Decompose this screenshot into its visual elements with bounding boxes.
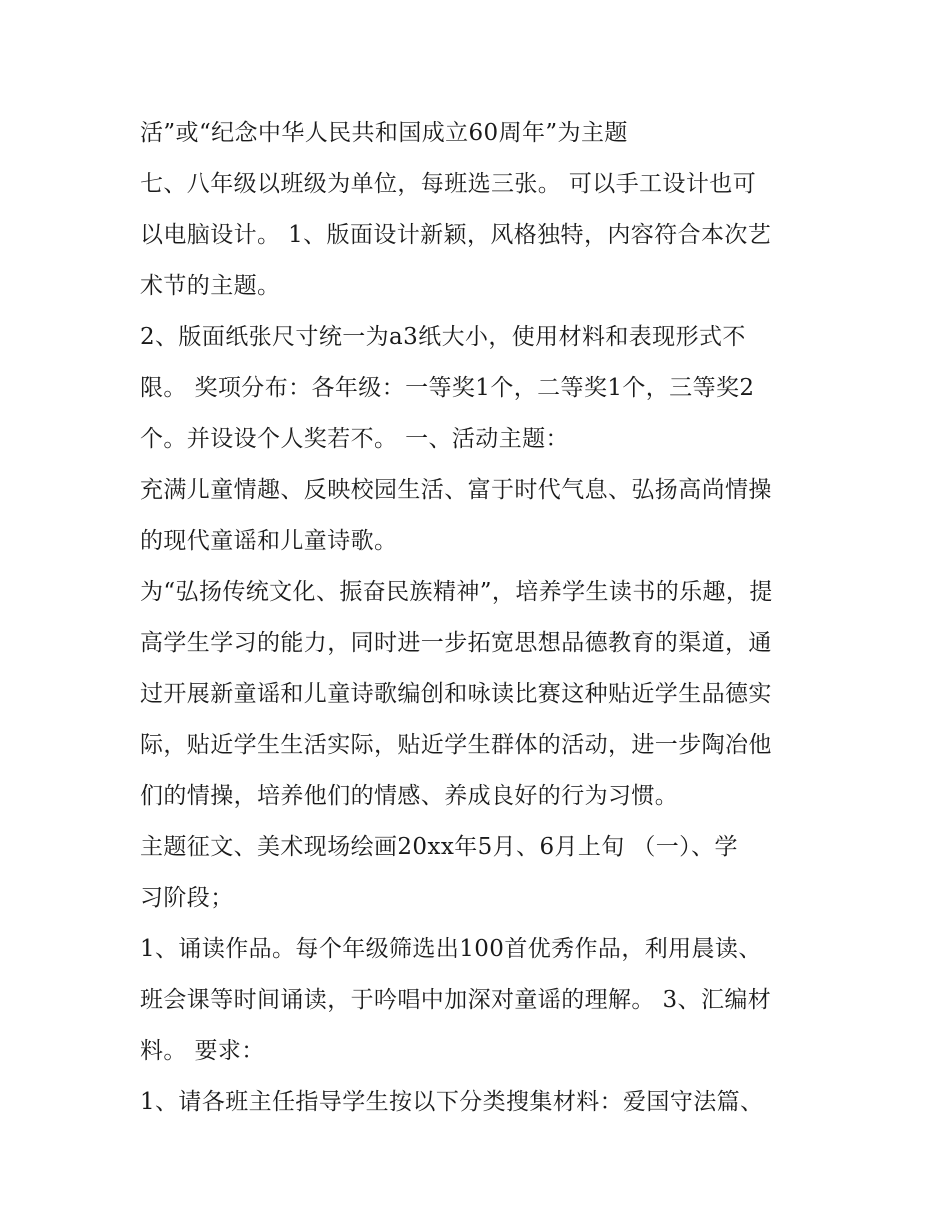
text-line-19: 料。 要求：: [140, 1038, 265, 1064]
text-line-4: 术节的主题。: [140, 273, 281, 299]
text-line-5: 2、版面纸张尺寸统一为a3纸大小，使用材料和表现形式不: [140, 324, 746, 350]
text-line-16: 习阶段；: [140, 885, 234, 911]
text-line-9: 的现代童谣和儿童诗歌。: [140, 528, 398, 554]
document-body: [140, 108, 820, 1128]
text-line-1: 活”或“纪念中华人民共和国成立60周年”为主题: [140, 120, 628, 146]
text-line-12: 过开展新童谣和儿童诗歌编创和咏读比赛这种贴近学生品德实: [140, 681, 772, 707]
text-line-13: 际，贴近学生生活实际，贴近学生群体的活动，进一步陶冶他: [140, 732, 772, 758]
text-line-14: 们的情操，培养他们的情感、养成良好的行为习惯。: [140, 783, 679, 809]
text-line-2: 七、八年级以班级为单位，每班选三张。 可以手工设计也可: [140, 171, 757, 197]
text-line-18: 班会课等时间诵读，于吟唱中加深对童谣的理解。 3、汇编材: [140, 987, 772, 1013]
text-line-6: 限。 奖项分布：各年级：一等奖1个，二等奖1个，三等奖2: [140, 375, 755, 401]
text-line-20: 1、请各班主任指导学生按以下分类搜集材料：爱国守法篇、: [140, 1089, 764, 1115]
text-line-11: 高学生学习的能力，同时进一步拓宽思想品德教育的渠道，通: [140, 630, 772, 656]
text-line-17: 1、诵读作品。每个年级筛选出100首优秀作品，利用晨读、: [140, 936, 762, 962]
text-line-15: 主题征文、美术现场绘画20xx年5月、6月上旬 （一）、学: [140, 834, 738, 860]
text-line-7: 个。并设设个人奖若不。 一、活动主题：: [140, 426, 569, 452]
text-line-8: 充满儿童情趣、反映校园生活、富于时代气息、弘扬高尚情操: [140, 477, 772, 503]
text-line-3: 以电脑设计。 1、版面设计新颖，风格独特，内容符合本次艺: [140, 222, 772, 248]
text-line-10: 为“弘扬传统文化、振奋民族精神”，培养学生读书的乐趣，提: [140, 579, 773, 605]
